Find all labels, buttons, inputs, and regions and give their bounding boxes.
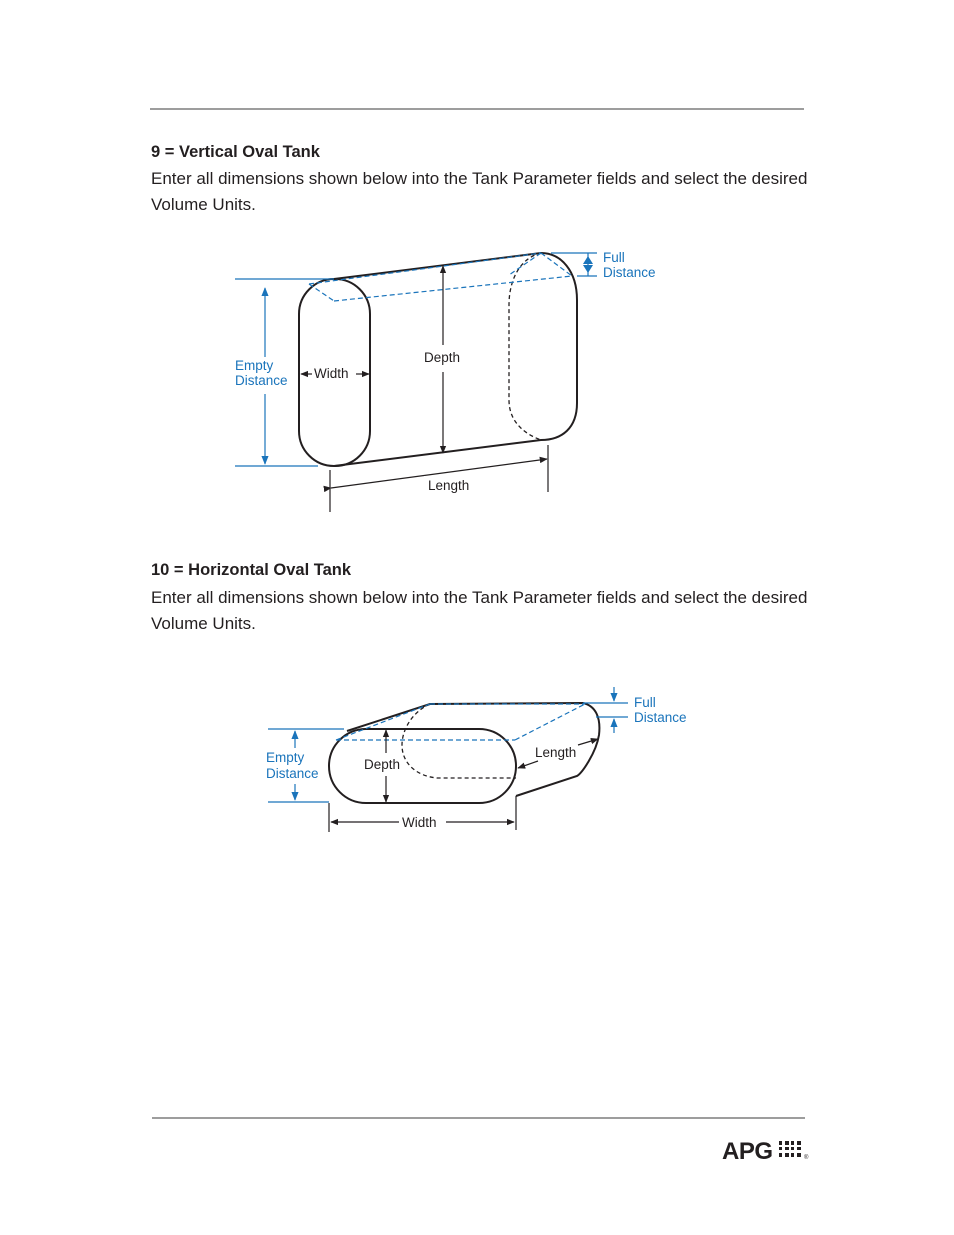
width-label: Width bbox=[314, 366, 349, 381]
empty-distance-label: Distance bbox=[235, 373, 288, 388]
apg-logo-mark bbox=[776, 1138, 804, 1160]
registered-mark: ® bbox=[804, 1155, 809, 1161]
section-text-horizontal-oval: Enter all dimensions shown below into the Tank Parameter fields and select the desired Volume Units. bbox=[151, 588, 808, 633]
empty-distance-label: Distance bbox=[266, 766, 319, 781]
depth-label: Depth bbox=[424, 350, 461, 365]
full-distance-dimension bbox=[583, 687, 628, 733]
footer-rule bbox=[152, 1117, 805, 1119]
hidden-back-edge bbox=[402, 704, 516, 778]
apg-logo bbox=[722, 1136, 812, 1164]
empty-distance-label: Empty bbox=[266, 750, 305, 765]
full-distance-label: Distance bbox=[603, 265, 656, 280]
empty-distance-label: Empty bbox=[235, 358, 274, 373]
depth-label: Depth bbox=[364, 757, 401, 772]
full-distance-label: Full bbox=[634, 695, 656, 710]
length-label: Length bbox=[535, 745, 577, 760]
section-title-vertical-oval: 9 = Vertical Oval Tank bbox=[151, 143, 320, 161]
full-distance-label: Distance bbox=[634, 710, 687, 725]
section-title-horizontal-oval: 10 = Horizontal Oval Tank bbox=[151, 561, 352, 579]
full-distance-label: Full bbox=[603, 250, 625, 265]
apg-logo-text: APG bbox=[722, 1138, 773, 1164]
length-label: Length bbox=[428, 478, 470, 493]
section-text-vertical-oval: Enter all dimensions shown below into the Tank Parameter fields and select the desired Volume Units. bbox=[151, 169, 808, 214]
width-label: Width bbox=[402, 815, 437, 830]
